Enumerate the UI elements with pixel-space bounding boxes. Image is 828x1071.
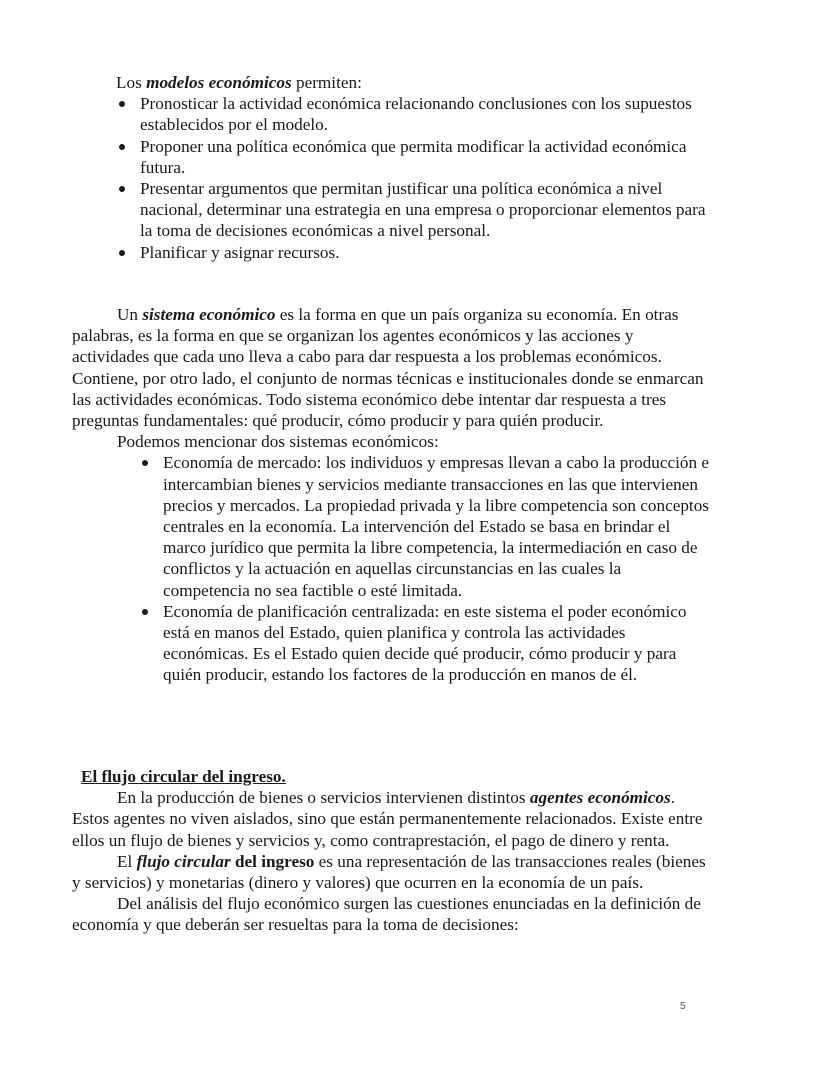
models-intro: Los modelos económicos permiten: xyxy=(116,73,362,92)
list-item: Pronosticar la actividad económica relacionando conclusiones con los supuestos establecidos por el modelo. xyxy=(116,93,712,135)
models-section xyxy=(72,72,712,263)
models-uses-list xyxy=(116,93,712,263)
page-number: 5 xyxy=(680,1001,686,1012)
list-item: Economía de planificación centralizada: en este sistema el poder económico está en manos del Estado, quien planifica y controla las actividades económicas. Es el Estado quien decide qué producir, cómo producir y para quién producir, estando los factores de la producción en manos de él. xyxy=(139,601,712,686)
list-item: Presentar argumentos que permitan justificar una política económica a nivel nacional, determinar una estrategia en una empresa o proporcionar elementos para la toma de decisiones económicas a nivel personal. xyxy=(116,178,712,242)
circular-flow-section xyxy=(72,766,712,936)
system-term: sistema económico xyxy=(142,305,276,324)
list-item: Planificar y asignar recursos. xyxy=(116,242,712,263)
system-definition: Un sistema económico es la forma en que un país organiza su economía. En otras palabras, es la forma en que se organizan los agentes económicos y las acciones y actividades que cada uno lleva a cabo para dar respuesta a los problemas económicos. Contiene, por otro lado, el conjunto de normas técnicas e institucionales donde se enmarcan las actividades económicas. Todo sistema económico debe intentar dar respuesta a tres preguntas fundamentales: qué producir, cómo producir y para quién producir. xyxy=(72,305,704,431)
systems-section xyxy=(72,304,712,686)
agents-paragraph: En la producción de bienes o servicios intervienen distintos agentes económicos. Estos agentes no viven aislados, sino que están permanentemente relacionados. Existe entre ellos un flujo de bienes y servicios y, como contraprestación, el pago de dinero y renta. xyxy=(72,788,703,850)
section-heading: El flujo circular del ingreso. xyxy=(81,767,286,786)
models-term: modelos económicos xyxy=(146,73,292,92)
agents-term: agentes económicos xyxy=(529,788,671,808)
analysis-paragraph: Del análisis del flujo económico surgen las cuestiones enunciadas en la definición de economía y que deberán ser resueltas para la toma de decisiones: xyxy=(72,894,701,935)
list-item: Economía de mercado: los individuos y empresas llevan a cabo la producción e intercambian bienes y servicios mediante transacciones en las que intervienen precios y mercados. La propiedad privada y la libre competencia son conceptos centrales en la economía. La intervención del Estado se basa en brindar el marco jurídico que permita la libre competencia, la intermediación en caso de conflictos y la actuación en aquellas circunstancias en las cuales la competencia no sea factible o esté limitada. xyxy=(139,452,712,600)
systems-list xyxy=(139,452,712,685)
circular-flow-definition: El flujo circular del ingreso es una representación de las transacciones reales (bienes y servicios) y monetarias (dinero y valores) que ocurren en la economía de un país. xyxy=(72,851,706,893)
systems-intro: Podemos mencionar dos sistemas económicos: xyxy=(117,432,439,452)
list-item: Proponer una política económica que permita modificar la actividad económica futura. xyxy=(116,136,712,178)
circular-flow-term: flujo circular xyxy=(136,851,231,871)
